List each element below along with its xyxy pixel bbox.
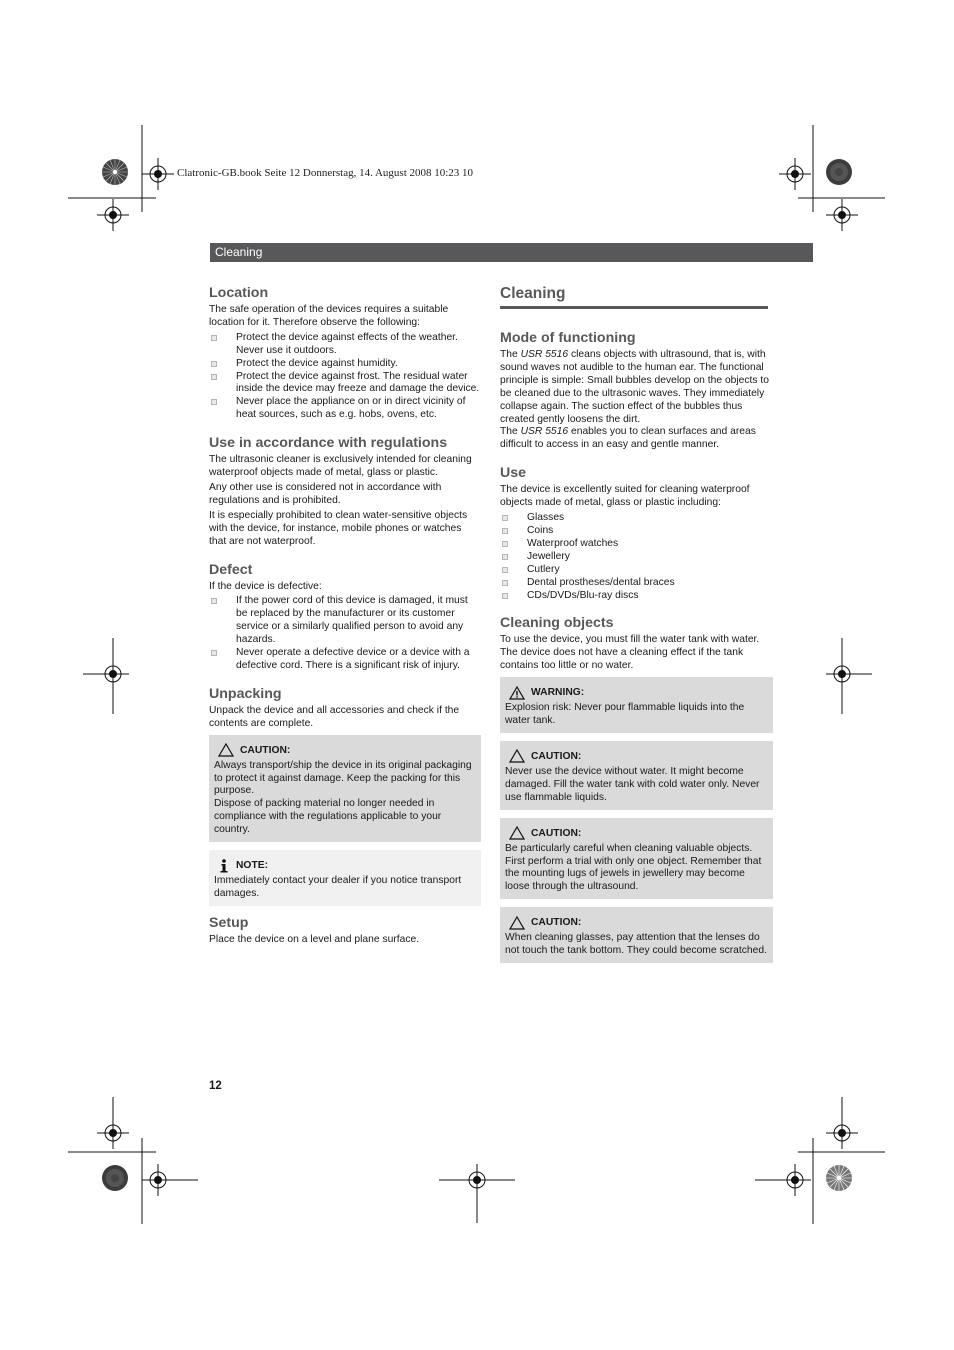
registration-target-icon <box>97 199 129 231</box>
warning-header <box>505 684 768 701</box>
cleaning-objects-section <box>500 614 773 963</box>
caution-label: CAUTION: <box>240 744 291 756</box>
bullet-square-icon <box>211 650 217 656</box>
list-item-text: Jewellery <box>527 550 570 562</box>
use-section <box>500 464 773 602</box>
paragraph <box>500 426 773 452</box>
regulations-section <box>209 434 481 548</box>
info-icon <box>218 859 230 873</box>
text-run: The <box>500 349 521 360</box>
registration-target-icon <box>779 158 811 190</box>
model-name: USR 5516 <box>520 426 569 438</box>
list-item <box>500 538 773 551</box>
paragraph: The safe operation of the devices requires a suitable location for it. Therefore observe the following: <box>209 304 449 328</box>
text-run: enables you to clean surfaces and areas difficult to access in an easy and gentle manner. <box>500 426 756 451</box>
list-item-text: Protect the device against humidity. <box>236 357 398 369</box>
mode-section <box>500 329 773 452</box>
registration-target-icon <box>826 658 858 690</box>
paragraph: To use the device, you must fill the water tank with water. The device does not have a cleaning effect if the tank contains too little or no water. <box>500 634 760 672</box>
warning-text: Explosion risk: Never pour flammable liquids into the water tank. <box>505 702 745 727</box>
list-item-text: Glasses <box>527 512 565 524</box>
bullet-square-icon <box>502 541 508 547</box>
bullet-square-icon <box>211 361 217 367</box>
caution-text: Dispose of packing material no longer needed in compliance with the regulations applicable to your country. <box>214 798 442 836</box>
section-title: Cleaning objects <box>500 615 614 632</box>
list-item-text: If the power cord of this device is damaged, it must be replaced by the manufacturer or its customer service or a similarly qualified person to avoid any hazards. <box>236 595 468 646</box>
section-title: Defect <box>209 561 253 578</box>
page-title: Cleaning <box>500 284 768 309</box>
caution-box <box>209 735 481 842</box>
caution-box <box>500 818 773 900</box>
caution-header <box>214 742 476 759</box>
list-item <box>500 512 773 525</box>
caution-header <box>505 748 768 765</box>
section-title: Location <box>209 285 269 301</box>
color-registration-disc-icon <box>101 158 129 186</box>
right-column <box>500 284 773 975</box>
caution-box <box>500 741 773 810</box>
paragraph: The ultrasonic cleaner is exclusively intended for cleaning waterproof objects made of metal, glass or plastic. <box>209 454 472 479</box>
print-info: Clatronic-GB.book Seite 12 Donnerstag, 14. August 2008 10:23 10 <box>177 167 474 179</box>
section-title: Use <box>500 465 527 482</box>
caution-text: When cleaning glasses, pay attention that the lenses do not touch the tank bottom. They could become scratched. <box>505 932 767 957</box>
list-item-text: Waterproof watches <box>527 537 619 549</box>
caution-text: Always transport/ship the device in its original packaging to protect it against damage. Keep the packing for this purpose. <box>214 759 472 797</box>
section-title: Setup <box>209 914 249 931</box>
bullet-square-icon <box>502 593 508 599</box>
bullet-square-icon <box>211 374 217 380</box>
defect-section <box>209 561 481 673</box>
unpacking-section <box>209 685 481 906</box>
list-item <box>209 647 481 673</box>
list-item <box>209 371 481 397</box>
registration-target-icon <box>826 1117 858 1149</box>
warning-triangle-icon <box>509 686 525 700</box>
list-item-text: Never operate a defective device or a device with a defective cord. There is a significant risk of injury. <box>236 647 470 671</box>
warning-label: WARNING: <box>531 687 585 699</box>
paragraph: Any other use is considered not in accordance with regulations and is prohibited. <box>209 481 442 506</box>
caution-header <box>505 825 768 842</box>
note-label: NOTE: <box>236 860 269 872</box>
bullet-list <box>209 595 481 672</box>
list-item-text: Protect the device against effects of the weather. Never use it outdoors. <box>236 331 458 356</box>
caution-text: Be particularly careful when cleaning valuable objects. First perform a trial with only one object. Remember that the mounting lugs of jewels in jewellery may become loose through the ultrasound. <box>505 842 762 893</box>
registration-target-icon <box>826 199 858 231</box>
bullet-square-icon <box>211 335 217 341</box>
list-item <box>209 358 481 371</box>
paragraph: It is especially prohibited to clean water-sensitive objects with the device, for instance, mobile phones or watches that are not waterproof. <box>209 509 468 547</box>
paragraph: Place the device on a level and plane surface. <box>209 933 420 945</box>
text-run: The <box>500 426 521 438</box>
setup-section <box>209 914 481 947</box>
text-run: cleans objects with ultrasound, that is, with sound waves not audible to the human ear. The functional principle is simple: Small bubbles develop on the objects to be cleaned due to the ultrasonic waves. They immediately collapse again. The suction effect of the bubbles thus created gently loosens the dirt. <box>500 349 770 425</box>
bullet-square-icon <box>502 554 508 560</box>
registration-target-icon <box>142 1164 174 1196</box>
list-item <box>500 551 773 564</box>
paragraph: Unpack the device and all accessories and check if the contents are complete. <box>209 704 460 729</box>
list-item-text: Dental prostheses/dental braces <box>527 576 675 588</box>
caution-label: CAUTION: <box>531 750 582 762</box>
bullet-list <box>209 332 481 422</box>
registration-target-icon <box>142 158 174 190</box>
bullet-square-icon <box>211 399 217 405</box>
caution-header <box>505 914 768 931</box>
caution-text: Never use the device without water. It might become damaged. Fill the water tank with cold water only. Never use flammable liquids. <box>505 765 760 803</box>
caution-box <box>500 907 773 963</box>
model-name: USR 5516 <box>520 349 569 360</box>
bullet-list <box>500 512 773 602</box>
caution-label: CAUTION: <box>531 917 582 929</box>
color-registration-disc-icon <box>825 158 853 186</box>
note-header <box>214 857 476 874</box>
section-title: Unpacking <box>209 685 282 702</box>
bullet-square-icon <box>502 515 508 521</box>
paragraph: The device is excellently suited for cleaning waterproof objects made of metal, glass or plastic including: <box>500 484 750 509</box>
caution-triangle-icon <box>509 826 525 840</box>
list-item <box>209 332 481 358</box>
registration-target-icon <box>461 1164 493 1196</box>
list-item <box>500 564 773 577</box>
list-item <box>500 525 773 538</box>
paragraph: If the device is defective: <box>209 580 322 592</box>
registration-target-icon <box>97 658 129 690</box>
list-item-text: Never place the appliance on or in direct vicinity of heat sources, such as e.g. hobs, ovens, etc. <box>236 396 466 421</box>
bullet-square-icon <box>502 580 508 586</box>
list-item-text: CDs/DVDs/Blu-ray discs <box>527 589 639 601</box>
caution-label: CAUTION: <box>531 827 582 839</box>
warning-box <box>500 677 773 733</box>
caution-triangle-icon <box>218 743 234 757</box>
note-text: Immediately contact your dealer if you notice transport damages. <box>214 875 462 899</box>
paragraph <box>500 349 773 426</box>
list-item-text: Coins <box>527 524 554 536</box>
caution-triangle-icon <box>509 916 525 930</box>
note-box <box>209 850 481 906</box>
page-number: 12 <box>209 1080 222 1092</box>
section-title: Mode of functioning <box>500 330 636 346</box>
location-section <box>209 284 481 422</box>
bullet-square-icon <box>211 598 217 604</box>
list-item <box>209 595 481 647</box>
left-column <box>209 284 481 959</box>
section-title: Use in accordance with regulations <box>209 435 448 452</box>
list-item-text: Protect the device against frost. The residual water inside the device may freeze and damage the device. <box>236 370 480 395</box>
section-header-bar: Cleaning <box>210 243 813 262</box>
color-registration-disc-icon <box>825 1164 853 1192</box>
list-item <box>500 590 773 603</box>
list-item-text: Cutlery <box>527 563 560 575</box>
bullet-square-icon <box>502 567 508 573</box>
registration-target-icon <box>779 1164 811 1196</box>
list-item <box>209 396 481 422</box>
registration-target-icon <box>97 1117 129 1149</box>
list-item <box>500 577 773 590</box>
color-registration-disc-icon <box>101 1164 129 1192</box>
bullet-square-icon <box>502 528 508 534</box>
caution-triangle-icon <box>509 749 525 763</box>
